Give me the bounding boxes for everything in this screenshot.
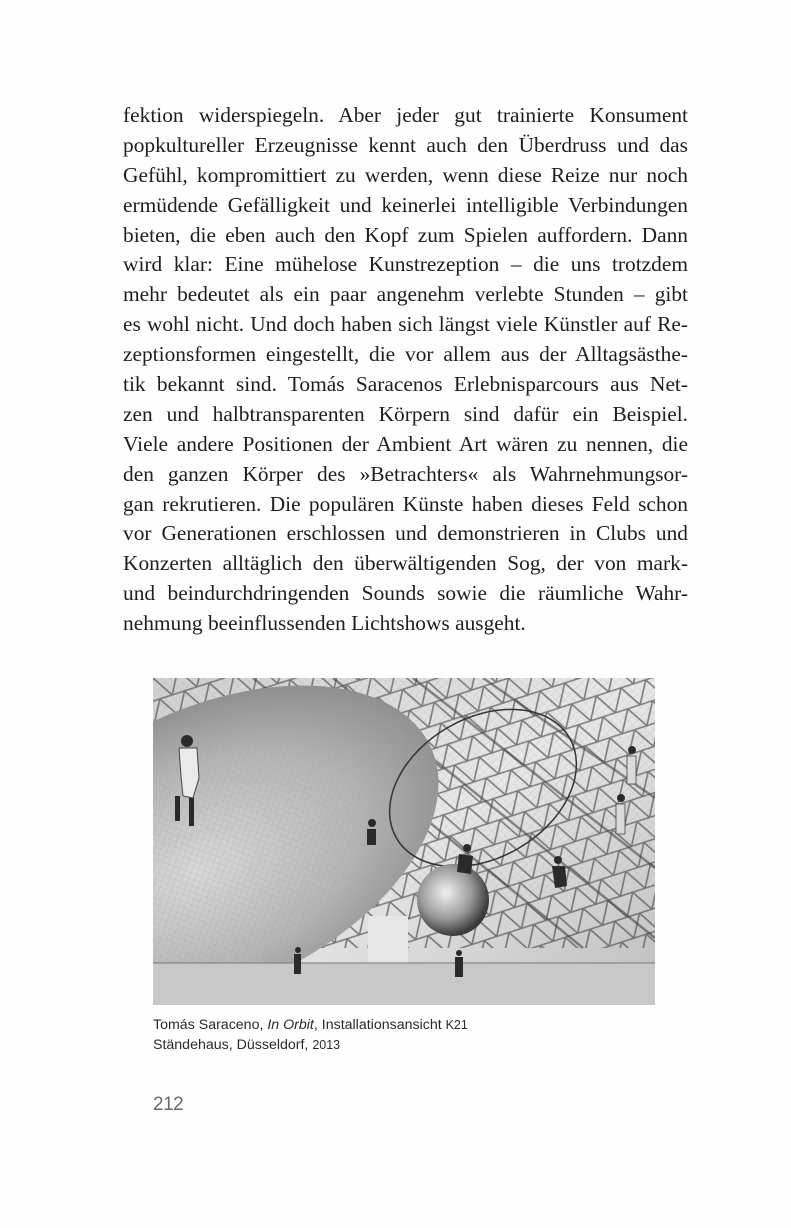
text-line: Gefühl, kompromittiert zu werden, wenn diese Reize nur noch <box>123 162 688 187</box>
text-line: gan rekrutieren. Die populären Künste haben dieses Feld schon <box>123 491 688 516</box>
text-line: nehmung beeinflussenden Lichtshows ausgeht. <box>123 611 526 636</box>
body-text <box>123 101 688 639</box>
caption-venue-code: K21 <box>445 1018 468 1032</box>
text-line: Konzerten alltäglich den überwältigenden Sog, der von mark- <box>123 551 688 576</box>
text-line: und beindurchdringenden Sounds sowie die räumliche Wahr- <box>123 581 688 606</box>
caption-line-1 <box>153 1015 673 1035</box>
text-line: tik bekannt sind. Tomás Saracenos Erlebnisparcours aus Net- <box>123 372 688 397</box>
page-number: 212 <box>153 1094 184 1115</box>
caption-text: , Installationsansicht <box>313 1017 446 1033</box>
caption-line-2 <box>153 1035 673 1055</box>
text-line: vor Generationen erschlossen und demonstrieren in Clubs und <box>123 521 688 546</box>
caption-location: Ständehaus, Düsseldorf, <box>153 1037 313 1053</box>
photo-illustration <box>153 678 655 1005</box>
text-line: den ganzen Körper des »Betrachters« als Wahrnehmungsor- <box>123 461 688 486</box>
text-line: fektion widerspiegeln. Aber jeder gut trainierte Konsument <box>123 103 688 127</box>
text-line: popkultureller Erzeugnisse kennt auch den Überdruss und das <box>123 132 688 157</box>
text-line: wird klar: Eine mühelose Kunstrezeption – die uns trotzdem <box>123 252 688 277</box>
text-line: mehr bedeutet als ein paar angenehm verlebte Stunden – gibt <box>123 282 688 307</box>
text-line: es wohl nicht. Und doch haben sich längst viele Künstler auf Re- <box>123 312 688 337</box>
text-line: ermüdende Gefälligkeit und keinerlei intelligible Verbindungen <box>123 192 688 217</box>
text-line: zen und halbtransparenten Körpern sind dafür ein Beispiel. <box>123 401 688 426</box>
text-line: bieten, die eben auch den Kopf zum Spielen auffordern. Dann <box>123 222 688 247</box>
caption-artist: Tomás Saraceno, <box>153 1017 268 1033</box>
caption-work-title: In Orbit <box>267 1017 314 1033</box>
installation-photo <box>153 678 655 1005</box>
figure-caption <box>153 1015 673 1055</box>
caption-year: 2013 <box>312 1038 341 1052</box>
text-line: zeptionsformen eingestellt, die vor allem aus der Alltagsästhe- <box>123 342 688 367</box>
text-line: Viele andere Positionen der Ambient Art wären zu nennen, die <box>123 431 688 456</box>
